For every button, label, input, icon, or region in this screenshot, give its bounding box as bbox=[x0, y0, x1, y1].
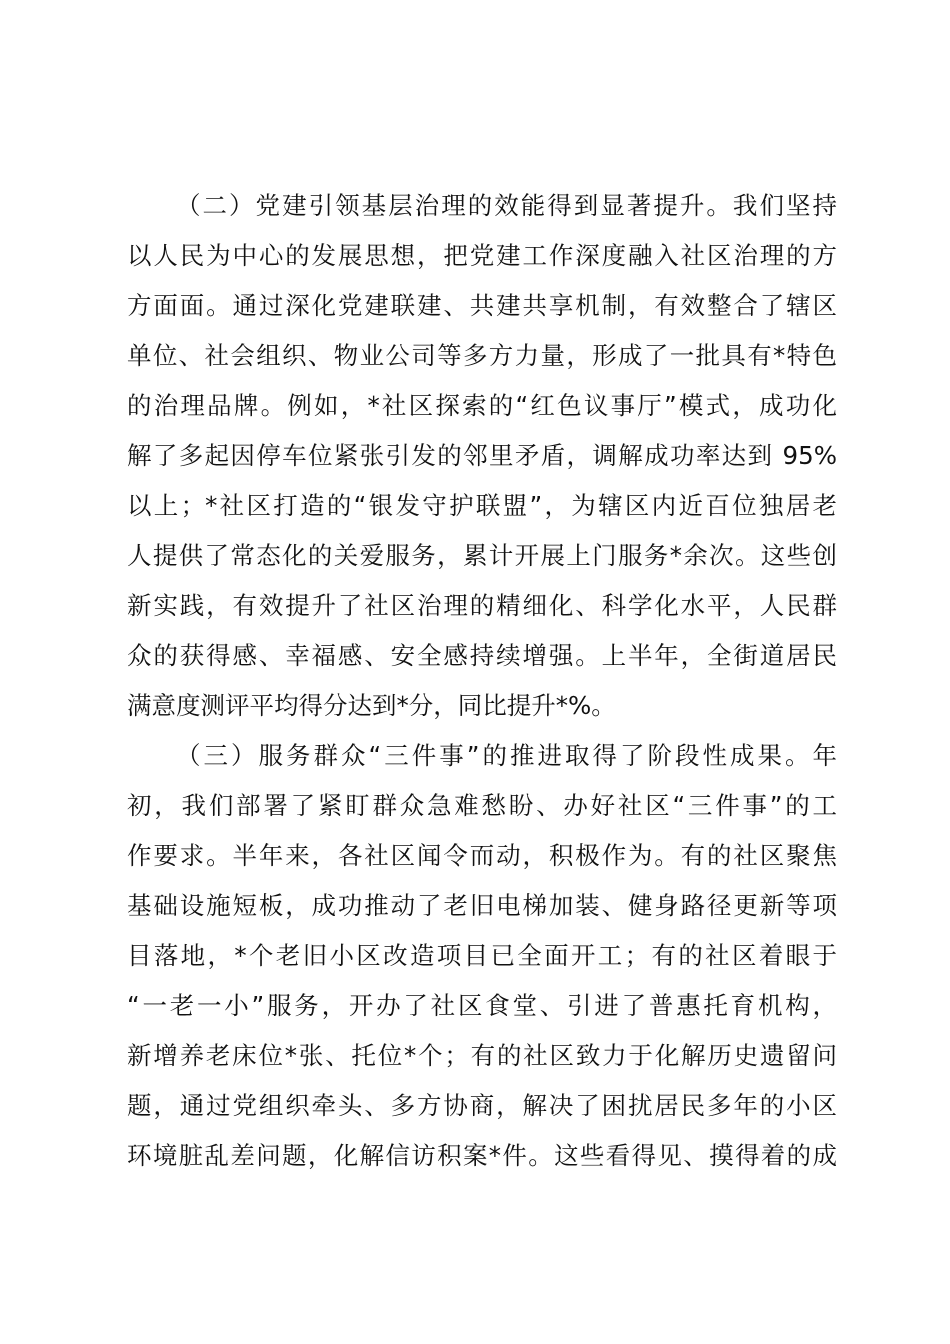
paragraph-line: 初，我们部署了紧盯群众急难愁盼、办好社区“三件事”的工 bbox=[127, 791, 837, 820]
paragraph-line: （二）党建引领基层治理的效能得到显著提升。我们坚持 bbox=[176, 191, 837, 220]
paragraph-line: “一老一小”服务，开办了社区食堂、引进了普惠托育机构， bbox=[127, 991, 837, 1020]
paragraph-line: 人提供了常态化的关爱服务，累计开展上门服务*余次。这些创 bbox=[127, 541, 837, 570]
paragraph-line: 作要求。半年来，各社区闻令而动，积极作为。有的社区聚焦 bbox=[127, 841, 837, 870]
paragraph-line: 方面面。通过深化党建联建、共建共享机制，有效整合了辖区 bbox=[127, 291, 837, 320]
paragraph-line: 以上；*社区打造的“银发守护联盟”，为辖区内近百位独居老 bbox=[127, 491, 837, 520]
document-body bbox=[127, 181, 837, 1181]
paragraph-line: 新增养老床位*张、托位*个；有的社区致力于化解历史遗留问 bbox=[127, 1041, 837, 1070]
paragraph-three-things bbox=[127, 731, 837, 1181]
paragraph-line: 目落地，*个老旧小区改造项目已全面开工；有的社区着眼于 bbox=[127, 941, 837, 970]
paragraph-line: 众的获得感、幸福感、安全感持续增强。上半年，全街道居民 bbox=[127, 641, 837, 670]
paragraph-line: 满意度测评平均得分达到*分，同比提升*%。 bbox=[127, 691, 616, 720]
paragraph-party-building bbox=[127, 181, 837, 731]
paragraph-line: 基础设施短板，成功推动了老旧电梯加装、健身路径更新等项 bbox=[127, 891, 837, 920]
paragraph-line: 的治理品牌。例如，*社区探索的“红色议事厅”模式，成功化 bbox=[127, 391, 837, 420]
paragraph-line: 环境脏乱差问题，化解信访积案*件。这些看得见、摸得着的成 bbox=[127, 1141, 837, 1170]
paragraph-line: 题，通过党组织牵头、多方协商，解决了困扰居民多年的小区 bbox=[127, 1091, 837, 1120]
paragraph-line: 解了多起因停车位紧张引发的邻里矛盾，调解成功率达到 95% bbox=[127, 441, 837, 470]
paragraph-line: 以人民为中心的发展思想，把党建工作深度融入社区治理的方 bbox=[127, 241, 837, 270]
paragraph-line: （三）服务群众“三件事”的推进取得了阶段性成果。年 bbox=[176, 741, 837, 770]
paragraph-line: 单位、社会组织、物业公司等多方力量，形成了一批具有*特色 bbox=[127, 341, 837, 370]
paragraph-line: 新实践，有效提升了社区治理的精细化、科学化水平，人民群 bbox=[127, 591, 837, 620]
